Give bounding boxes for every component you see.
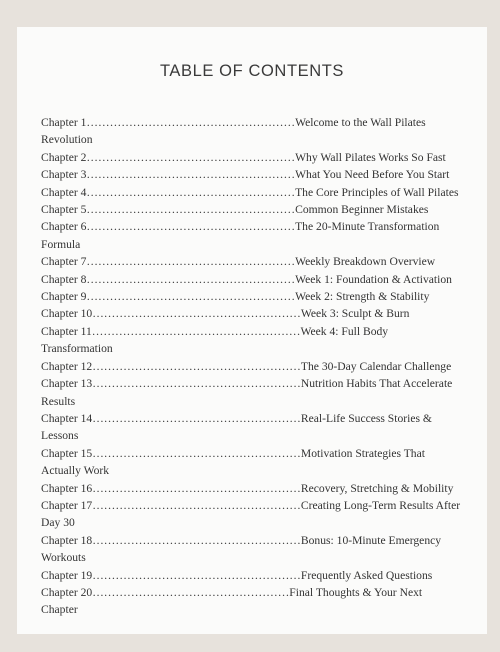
toc-entry <box>41 253 461 270</box>
toc-entry <box>41 323 461 358</box>
toc-entry <box>41 567 461 584</box>
dot-leader: ……………………………………………… <box>86 203 296 217</box>
chapter-title: Creating Long-Term Results After Day 30 <box>41 498 464 530</box>
dot-leader: ……………………………………………… <box>92 307 301 321</box>
toc-entry <box>41 271 461 288</box>
chapter-number: Chapter 2 <box>41 150 87 164</box>
toc-entry <box>41 149 461 166</box>
toc-entry <box>41 532 461 567</box>
chapter-title: Welcome to the Wall Pilates Revolution <box>41 116 429 147</box>
chapter-number: Chapter 11 <box>41 324 92 338</box>
toc-entry <box>41 184 461 201</box>
chapter-number: Chapter 20 <box>41 585 93 599</box>
toc-entry <box>41 497 464 532</box>
toc-entry <box>41 584 461 619</box>
dot-leader: ……………………………………………… <box>86 168 296 182</box>
chapter-number: Chapter 6 <box>41 220 87 234</box>
table-of-contents <box>41 114 464 619</box>
chapter-title: Common Beginner Mistakes <box>295 203 429 217</box>
chapter-number: Chapter 18 <box>41 533 93 547</box>
toc-entry <box>41 358 461 375</box>
dot-leader: ……………………………………………… <box>91 324 301 338</box>
chapter-number: Chapter 7 <box>41 255 87 269</box>
chapter-title: Week 4: Full Body Transformation <box>41 324 391 356</box>
chapter-number: Chapter 10 <box>41 307 93 321</box>
chapter-title: Week 3: Sculpt & Burn <box>300 307 410 321</box>
chapter-number: Chapter 15 <box>41 446 93 460</box>
chapter-number: Chapter 12 <box>41 359 93 373</box>
chapter-title: Weekly Breakdown Overview <box>295 255 436 269</box>
chapter-number: Chapter 14 <box>41 411 93 425</box>
chapter-title: The 20-Minute Transformation Formula <box>41 220 443 251</box>
dot-leader: ……………………………………………… <box>92 446 301 460</box>
dot-leader: ……………………………………………… <box>92 481 301 495</box>
document-page <box>17 27 487 634</box>
chapter-number: Chapter 16 <box>41 481 93 495</box>
chapter-number: Chapter 17 <box>41 498 93 512</box>
chapter-title: Why Wall Pilates Works So Fast <box>295 150 446 164</box>
chapter-title: The 30-Day Calendar Challenge <box>300 359 452 373</box>
dot-leader: ……………………………………………… <box>92 377 301 391</box>
dot-leader: ……………………………………………… <box>92 359 301 373</box>
dot-leader: ……………………………………………… <box>86 255 296 269</box>
dot-leader: ……………………………………………… <box>86 116 296 129</box>
chapter-number: Chapter 13 <box>41 377 93 391</box>
chapter-title: Recovery, Stretching & Mobility <box>300 481 454 495</box>
toc-entry <box>41 288 461 305</box>
chapter-title: Bonus: 10-Minute Emergency Workouts <box>41 533 444 565</box>
toc-entry <box>41 201 461 218</box>
toc-entry <box>41 114 461 149</box>
dot-leader: …………………………………………… <box>92 585 290 599</box>
chapter-number: Chapter 19 <box>41 568 93 582</box>
dot-leader: ……………………………………………… <box>86 272 296 286</box>
toc-entry <box>41 445 461 480</box>
chapter-number: Chapter 3 <box>41 168 87 182</box>
chapter-title: Week 1: Foundation & Activation <box>295 272 452 286</box>
toc-entry <box>41 166 461 183</box>
chapter-title: Motivation Strategies That Actually Work <box>41 446 428 478</box>
dot-leader: ……………………………………………… <box>86 150 296 164</box>
chapter-number: Chapter 9 <box>41 290 87 304</box>
dot-leader: ……………………………………………… <box>92 498 301 512</box>
toc-entry <box>41 218 461 253</box>
dot-leader: ……………………………………………… <box>92 568 301 582</box>
dot-leader: ……………………………………………… <box>92 411 301 425</box>
dot-leader: ……………………………………………… <box>86 185 296 199</box>
dot-leader: ……………………………………………… <box>86 290 296 304</box>
chapter-number: Chapter 4 <box>41 185 87 199</box>
toc-entry <box>41 305 461 322</box>
chapter-number: Chapter 8 <box>41 272 87 286</box>
toc-entry <box>41 480 461 497</box>
dot-leader: ……………………………………………… <box>86 220 296 234</box>
chapter-title: What You Need Before You Start <box>295 168 450 182</box>
dot-leader: ……………………………………………… <box>92 533 301 547</box>
chapter-title: Real-Life Success Stories & Lessons <box>41 411 435 443</box>
chapter-title: The Core Principles of Wall Pilates <box>295 185 459 199</box>
chapter-title: Final Thoughts & Your Next Chapter <box>41 585 426 617</box>
page-title: TABLE OF CONTENTS <box>159 62 345 80</box>
toc-entry <box>41 410 461 445</box>
chapter-number: Chapter 5 <box>41 203 87 217</box>
chapter-title: Nutrition Habits That Accelerate Results <box>41 377 456 408</box>
toc-entry <box>41 375 461 410</box>
chapter-title: Week 2: Strength & Stability <box>295 290 430 304</box>
chapter-title: Frequently Asked Questions <box>300 568 433 582</box>
chapter-number: Chapter 1 <box>41 116 87 129</box>
